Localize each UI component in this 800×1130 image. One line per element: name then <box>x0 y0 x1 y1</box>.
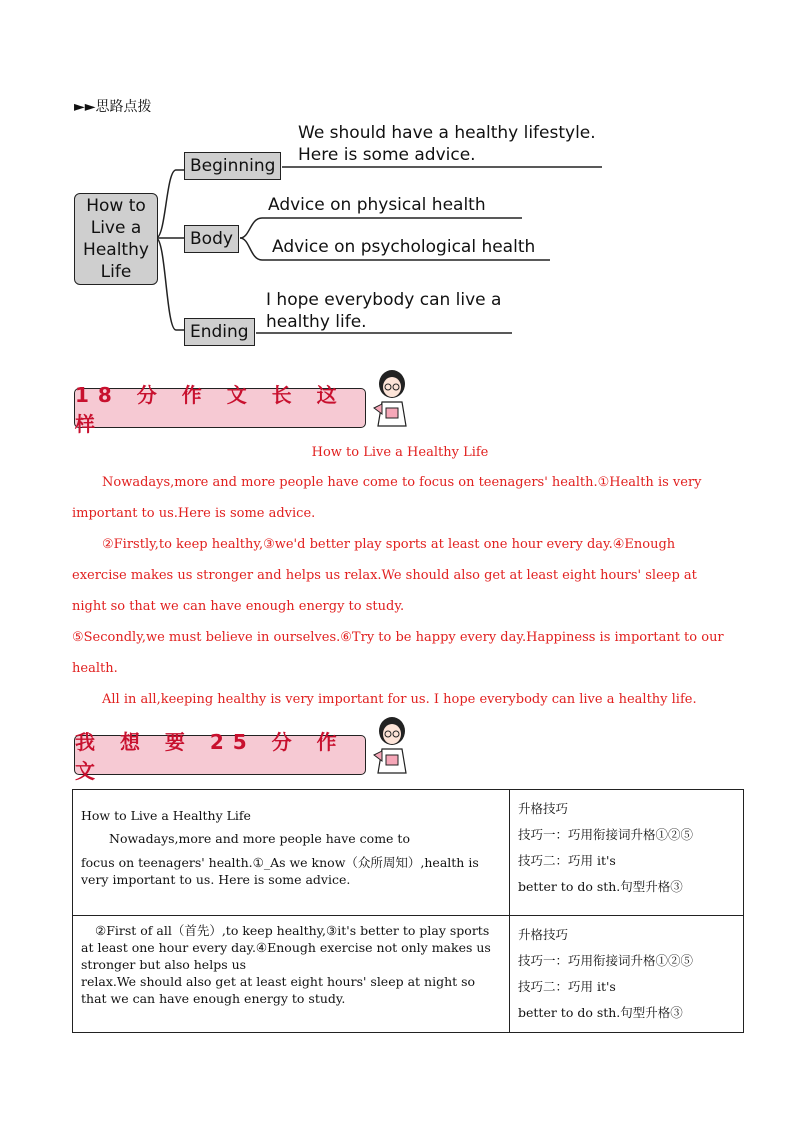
tips-cell <box>510 790 744 916</box>
body-item-physical: Advice on physical health <box>268 195 486 215</box>
beginning-line-1: We should have a healthy lifestyle. <box>298 123 596 143</box>
essay-paragraph-2: ②Firstly,to keep healthy,③we'd better play sports at least one hour every day.④Enough exercise makes us stronger and helps us relax.We should also get at least eight hours' sleep at night so that we can have enough energy to study. <box>72 537 697 614</box>
table-row <box>73 916 744 1033</box>
tip-item: 技巧一：巧用衔接词升格①②⑤ <box>518 827 694 842</box>
tip-item: 技巧一：巧用衔接词升格①②⑤ <box>518 953 694 968</box>
girl-illustration-icon <box>368 368 416 428</box>
essay-paragraph-1: Nowadays,more and more people have come to focus on teenagers' health.①Health is very important to us.Here is some advice. <box>72 475 702 521</box>
body-item-psychological: Advice on psychological health <box>272 237 536 257</box>
ending-line-2: healthy life. <box>266 312 367 332</box>
essay-cell <box>73 916 510 1033</box>
tip-item: 技巧二：巧用 it's <box>518 853 616 868</box>
essay-paragraph-4: All in all,keeping healthy is very important for us. I hope everybody can live a healthy life. <box>102 692 697 707</box>
ending-line-1: I hope everybody can live a <box>266 290 502 310</box>
table-essay-line: ②First of all（首先）,to keep healthy,③it's better to play sports at least one hour every day.④Enough exercise not only makes us stronger but also helps us <box>81 923 491 972</box>
root-line: Live a <box>90 218 142 238</box>
table-essay-line: focus on teenagers' health.①_As we know（众所周知）,health is very important to us. Here is some advice. <box>81 855 479 887</box>
node-beginning: Beginning <box>184 152 281 180</box>
tip-item: better to do sth.句型升格③ <box>518 879 683 894</box>
girl-illustration-icon <box>368 715 416 775</box>
root-line: Healthy <box>83 240 149 260</box>
essay-paragraph-3: ⑤Secondly,we must believe in ourselves.⑥Try to be happy every day.Happiness is important to our health. <box>72 630 724 676</box>
table-row <box>73 790 744 916</box>
tips-cell <box>510 916 744 1033</box>
beginning-line-2: Here is some advice. <box>298 145 476 165</box>
mindmap-root <box>74 193 158 285</box>
root-line: Life <box>100 262 132 282</box>
node-body: Body <box>184 225 239 253</box>
upgrade-table <box>72 789 744 1033</box>
tip-heading: 升格技巧 <box>518 927 569 942</box>
table-essay-title: How to Live a Healthy Life <box>81 808 251 823</box>
table-essay-line: relax.We should also get at least eight hours' sleep at night so that we can have enough energy to study. <box>81 974 476 1006</box>
table-essay-line: Nowadays,more and more people have come to <box>109 831 410 846</box>
node-ending: Ending <box>184 318 255 346</box>
section-label: ►►思路点拨 <box>74 99 152 115</box>
tip-item: better to do sth.句型升格③ <box>518 1005 683 1020</box>
essay-cell <box>73 790 510 916</box>
banner-25-points: 我 想 要 25 分 作 文 <box>74 735 366 775</box>
essay-title: How to Live a Healthy Life <box>311 445 489 460</box>
banner-18-points: 18 分 作 文 长 这 样 <box>74 388 366 428</box>
tip-heading: 升格技巧 <box>518 801 569 816</box>
tip-item: 技巧二：巧用 it's <box>518 979 616 994</box>
root-line: How to <box>86 196 146 216</box>
